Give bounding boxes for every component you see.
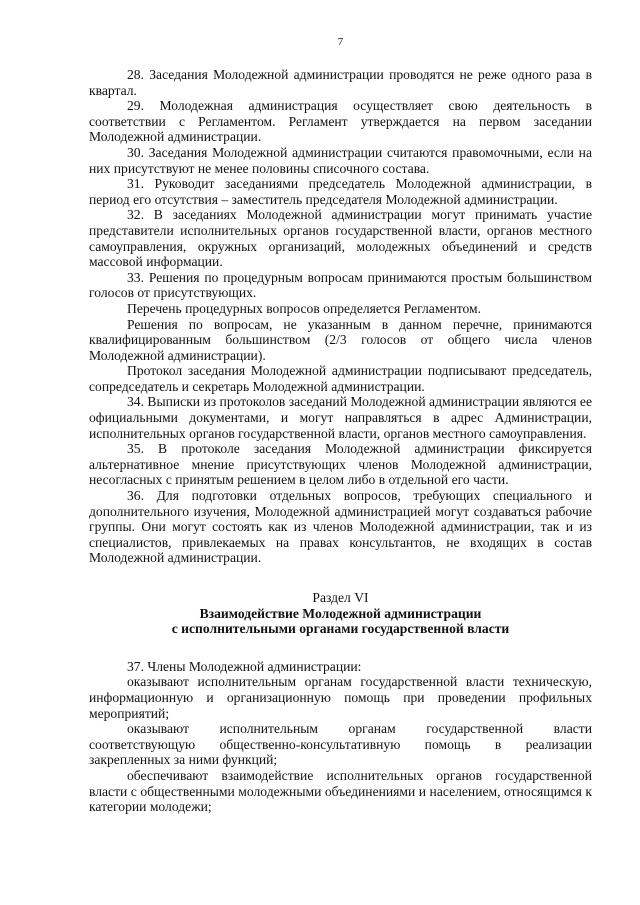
paragraph-procedural-list: Перечень процедурных вопросов определяется Регламентом. — [127, 300, 482, 316]
paragraph-30: 30. Заседания Молодежной администрации считаются правомочными, если на них присутствуют не менее половины списочного состава. — [89, 144, 592, 176]
paragraph-33: 33. Решения по процедурным вопросам принимаются простым большинством голосов от присутствующих. — [89, 269, 592, 301]
paragraph-29: 29. Молодежная администрация осуществляет свою деятельность в соответствии с Регламентом. Регламент утверждается на первом заседании Молодежной администрации. — [89, 98, 592, 145]
section-heading — [89, 590, 592, 637]
paragraph-34: 34. Выписки из протоколов заседаний Молодежной администрации являются ее официальными документами, и могут направляться в адрес Администрации, исполнительных органов государственной власти, органов местного самоуправления. — [89, 394, 592, 441]
paragraph-qualified-majority: Решения по вопросам, не указанным в данном перечне, принимаются квалифицированным большинством (2/3 голосов от общего числа членов Молодежной администрации). — [89, 316, 592, 363]
paragraph-protocol-signing: Протокол заседания Молодежной администрации подписывают председатель, сопредседатель и секретарь Молодежной администрации. — [89, 363, 592, 394]
paragraph-32: 32. В заседаниях Молодежной администрации могут принимать участие представители исполнительных органов государственной власти, органов местного самоуправления, окружных организаций, молодежных объединений и средств массовой информации. — [89, 207, 592, 270]
paragraph-37-item-2: оказывают исполнительным органам государственной власти соответствующую общественно-консультативную помощь в реализации закрепленных за ними функций; — [89, 721, 592, 768]
paragraph-37-item-1: оказывают исполнительным органам государственной власти техническую, информационную и организационную помощь при проведении профильных мероприятий; — [89, 674, 592, 721]
section-number: Раздел VI — [312, 590, 369, 605]
paragraph-31: 31. Руководит заседаниями председатель Молодежной администрации, в период его отсутствия – заместитель председателя Молодежной администрации. — [89, 176, 592, 207]
paragraph-28: 28. Заседания Молодежной администрации проводятся не реже одного раза в квартал. — [89, 67, 592, 98]
paragraph-37-item-3: обеспечивают взаимодействие исполнительных органов государственной власти с общественными молодежными объединениями и населением, относящимся к категории молодежи; — [89, 767, 592, 815]
paragraph-36: 36. Для подготовки отдельных вопросов, требующих специального и дополнительного изучения, Молодежной администрацией могут создаваться рабочие группы. Они могут состоять как из членов Молодежной администрации, так и из специалистов, привлекаемых на правах консультантов, не входящих в состав Молодежной администрации. — [89, 488, 592, 566]
section-title-line-1: Взаимодействие Молодежной администрации — [199, 605, 482, 621]
paragraph-35: 35. В протоколе заседания Молодежной администрации фиксируется альтернативное мнение присутствующих членов Молодежной администрации, несогласных с принятым решением в целом либо в отдельной его части. — [89, 441, 592, 488]
section-title-line-2: с исполнительными органами государственной власти — [171, 621, 510, 637]
paragraph-37: 37. Члены Молодежной администрации: — [127, 658, 362, 674]
page-number: 7 — [337, 36, 344, 48]
